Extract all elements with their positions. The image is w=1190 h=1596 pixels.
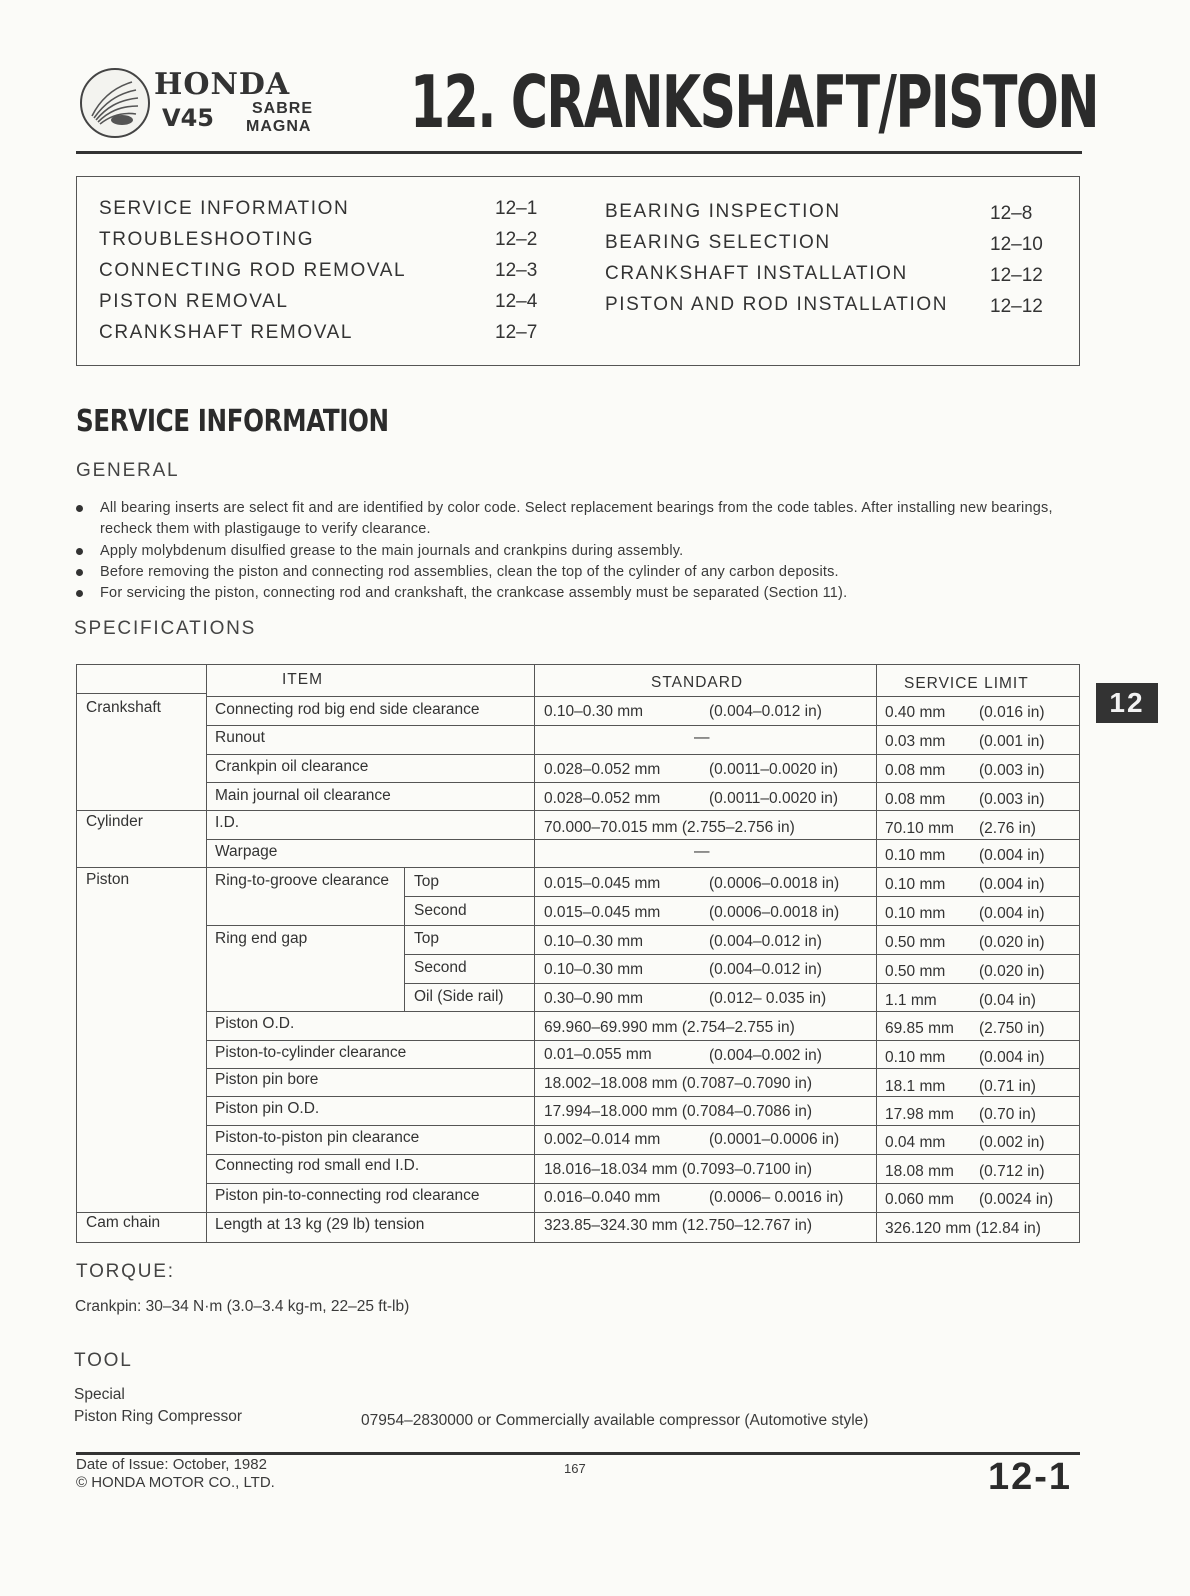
- bullet-text: Before removing the piston and connecting rod assemblies, clean the top of the cylinder of any carbon deposits.: [100, 564, 839, 580]
- toc-page: 12–2: [495, 229, 538, 250]
- row-limit-mm: 0.10 mm: [885, 847, 946, 864]
- bullet-text: Apply molybdenum disulfied grease to the main journals and crankpins during assembly.: [100, 543, 684, 559]
- row-sub: Second: [414, 902, 467, 919]
- book-page-number: 167: [564, 1461, 586, 1476]
- row-limit-in: (0.004 in): [979, 847, 1045, 864]
- bullet-text: All bearing inserts are select fit and are identified by color code. Select replacement bearings from the code tables. After installing new bearings, recheck them with plastigauge to verify clearance.: [100, 500, 1053, 537]
- row-std-mm: 0.015–0.045 mm: [544, 875, 661, 892]
- specifications-table: [76, 664, 1080, 1244]
- row-item: Connecting rod small end I.D.: [215, 1157, 420, 1174]
- tool-part-number: 07954–2830000 or Commercially available compressor (Automotive style): [361, 1412, 869, 1429]
- variant-magna: MAGNA: [246, 118, 312, 135]
- toc-page: 12–7: [495, 322, 538, 343]
- row-std-mm: 70.000–70.015 mm (2.755–2.756 in): [544, 819, 795, 836]
- toc-page: 12–10: [990, 234, 1043, 255]
- row-std-mm: 0.016–0.040 mm: [544, 1189, 661, 1206]
- list-item: [76, 541, 1066, 562]
- model-name: V45: [162, 104, 214, 132]
- row-std-mm: 0.10–0.30 mm: [544, 933, 644, 950]
- row-std-mm: 0.028–0.052 mm: [544, 790, 661, 807]
- chapter-title: 12. CRANKSHAFT/PISTON: [410, 60, 1098, 144]
- row-std-mm: —: [694, 729, 710, 746]
- row-std-in: (0.0011–0.0020 in): [709, 761, 838, 778]
- row-limit-mm: 70.10 mm: [885, 820, 954, 837]
- row-sub: Oil (Side rail): [414, 988, 504, 1005]
- row-limit-in: (0.004 in): [979, 876, 1045, 893]
- row-limit-in: (0.016 in): [979, 704, 1045, 721]
- section-title: SERVICE INFORMATION: [76, 404, 389, 439]
- row-limit-in: (0.020 in): [979, 934, 1045, 951]
- row-limit-mm: 0.40 mm: [885, 704, 946, 721]
- row-item: Length at 13 kg (29 lb) tension: [215, 1216, 425, 1233]
- row-item: Piston-to-piston pin clearance: [215, 1129, 420, 1146]
- toc-item: PISTON REMOVAL: [99, 291, 289, 312]
- toc-item: CRANKSHAFT REMOVAL: [99, 322, 354, 343]
- header-standard: STANDARD: [651, 674, 744, 691]
- row-std-mm: 0.10–0.30 mm: [544, 703, 644, 720]
- header-item: ITEM: [282, 671, 324, 688]
- row-limit-mm: 0.50 mm: [885, 934, 946, 951]
- tool-category: Special: [74, 1386, 125, 1403]
- group-piston: Piston: [86, 871, 130, 888]
- brand-name: HONDA: [154, 67, 291, 102]
- row-std-in: (0.0006–0.0018 in): [709, 875, 840, 892]
- torque-text: Crankpin: 30–34 N·m (3.0–3.4 kg-m, 22–25 ft-lb): [75, 1298, 410, 1315]
- toc-page: 12–8: [990, 203, 1033, 224]
- toc-item: CONNECTING ROD REMOVAL: [99, 260, 407, 281]
- row-limit-mm: 0.060 mm: [885, 1191, 954, 1208]
- row-limit-mm: 69.85 mm: [885, 1020, 954, 1037]
- row-limit-mm: 0.10 mm: [885, 905, 946, 922]
- row-item: Piston pin bore: [215, 1071, 319, 1088]
- row-item: Connecting rod big end side clearance: [215, 701, 480, 718]
- footer-rule: [76, 1452, 1080, 1455]
- toc-page: 12–1: [495, 198, 538, 219]
- row-limit-mm: 0.04 mm: [885, 1134, 946, 1151]
- tool-heading: TOOL: [74, 1350, 133, 1371]
- group-cylinder: Cylinder: [86, 813, 143, 830]
- group-cam-chain: Cam chain: [86, 1214, 161, 1231]
- row-limit-mm: 18.08 mm: [885, 1163, 954, 1180]
- row-std-mm: 323.85–324.30 mm (12.750–12.767 in): [544, 1217, 813, 1234]
- row-limit-mm: 0.10 mm: [885, 876, 946, 893]
- toc-page: 12–4: [495, 291, 538, 312]
- row-limit-in: (0.04 in): [979, 992, 1036, 1009]
- group-crankshaft: Crankshaft: [86, 699, 161, 716]
- row-limit-in: (0.002 in): [979, 1134, 1045, 1151]
- row-std-in: (0.0001–0.0006 in): [709, 1131, 840, 1148]
- toc-page: 12–12: [990, 265, 1043, 286]
- row-limit-in: (0.70 in): [979, 1106, 1036, 1123]
- row-item: Main journal oil clearance: [215, 787, 391, 804]
- row-limit-in: (0.712 in): [979, 1163, 1045, 1180]
- row-std-mm: 18.002–18.008 mm (0.7087–0.7090 in): [544, 1075, 813, 1092]
- row-item: Piston O.D.: [215, 1015, 295, 1032]
- toc-page: 12–3: [495, 260, 538, 281]
- copyright: © HONDA MOTOR CO., LTD.: [76, 1474, 275, 1491]
- row-limit-mm: 0.08 mm: [885, 762, 946, 779]
- bullet-dot-icon: [76, 590, 83, 597]
- list-item: [76, 498, 1066, 540]
- row-std-in: (0.0011–0.0020 in): [709, 790, 838, 807]
- row-std-mm: —: [694, 843, 710, 860]
- row-item: Piston pin O.D.: [215, 1100, 320, 1117]
- header-rule: [76, 151, 1082, 154]
- toc-item: SERVICE INFORMATION: [99, 198, 350, 219]
- row-limit-in: (0.003 in): [979, 762, 1045, 779]
- general-heading: GENERAL: [76, 460, 180, 481]
- row-item: Crankpin oil clearance: [215, 758, 369, 775]
- wing-emblem-icon: [80, 68, 150, 138]
- row-std-mm: 18.016–18.034 mm (0.7093–0.7100 in): [544, 1161, 813, 1178]
- specifications-heading: SPECIFICATIONS: [74, 618, 257, 639]
- chapter-tab: 12: [1096, 683, 1158, 723]
- bullet-text: For servicing the piston, connecting rod and crankshaft, the crankcase assembly must be separated (Section 11).: [100, 585, 848, 601]
- toc-item: PISTON AND ROD INSTALLATION: [605, 294, 949, 315]
- page-code: 12-1: [988, 1456, 1073, 1498]
- toc-item: TROUBLESHOOTING: [99, 229, 315, 250]
- variant-sabre: SABRE: [252, 100, 314, 117]
- row-std-mm: 0.002–0.014 mm: [544, 1131, 661, 1148]
- row-std-mm: 0.30–0.90 mm: [544, 990, 644, 1007]
- toc-item: CRANKSHAFT INSTALLATION: [605, 263, 908, 284]
- row-limit-mm: 0.50 mm: [885, 963, 946, 980]
- row-std-in: (0.004–0.012 in): [709, 703, 822, 720]
- row-sub: Top: [414, 873, 439, 890]
- row-std-in: (0.0006–0.0018 in): [709, 904, 840, 921]
- honda-logo: [80, 66, 342, 140]
- row-item: Warpage: [215, 843, 278, 860]
- row-std-mm: 17.994–18.000 mm (0.7084–0.7086 in): [544, 1103, 813, 1120]
- row-std-mm: 69.960–69.990 mm (2.754–2.755 in): [544, 1019, 795, 1036]
- toc-item: BEARING INSPECTION: [605, 201, 841, 222]
- bullet-dot-icon: [76, 548, 83, 555]
- row-limit-in: (0.001 in): [979, 733, 1045, 750]
- row-std-mm: 0.01–0.055 mm: [544, 1046, 652, 1063]
- row-sub: Top: [414, 930, 439, 947]
- list-item: [76, 583, 1066, 604]
- row-limit-in: (0.0024 in): [979, 1191, 1054, 1208]
- row-std-in: (0.004–0.002 in): [709, 1047, 822, 1064]
- row-limit-mm: 0.10 mm: [885, 1049, 946, 1066]
- bullet-dot-icon: [76, 505, 83, 512]
- row-std-in: (0.004–0.012 in): [709, 933, 822, 950]
- row-limit-mm: 1.1 mm: [885, 992, 937, 1009]
- row-limit-mm: 17.98 mm: [885, 1106, 954, 1123]
- sub-item-ring-to-groove: Ring-to-groove clearance: [215, 872, 390, 889]
- row-limit-mm: 0.03 mm: [885, 733, 946, 750]
- row-std-mm: 0.015–0.045 mm: [544, 904, 661, 921]
- row-item: Piston-to-cylinder clearance: [215, 1044, 407, 1061]
- row-limit-in: (0.020 in): [979, 963, 1045, 980]
- row-limit-in: (0.004 in): [979, 1049, 1045, 1066]
- toc-item: BEARING SELECTION: [605, 232, 831, 253]
- table-of-contents: [76, 176, 1080, 366]
- issue-date: Date of Issue: October, 1982: [76, 1456, 267, 1473]
- row-limit-mm: 18.1 mm: [885, 1078, 946, 1095]
- row-limit-mm: 326.120 mm (12.84 in): [885, 1220, 1041, 1237]
- row-std-in: (0.012– 0.035 in): [709, 990, 827, 1007]
- sub-item-ring-end-gap: Ring end gap: [215, 930, 308, 947]
- row-item: Piston pin-to-connecting rod clearance: [215, 1187, 480, 1204]
- row-std-in: (0.0006– 0.0016 in): [709, 1189, 844, 1206]
- header-service-limit: SERVICE LIMIT: [904, 675, 1029, 692]
- row-limit-in: (0.003 in): [979, 791, 1045, 808]
- list-item: [76, 562, 1066, 583]
- toc-page: 12–12: [990, 296, 1043, 317]
- row-std-mm: 0.10–0.30 mm: [544, 961, 644, 978]
- bullet-dot-icon: [76, 569, 83, 576]
- row-limit-in: (2.750 in): [979, 1020, 1045, 1037]
- row-limit-in: (0.71 in): [979, 1078, 1036, 1095]
- row-std-mm: 0.028–0.052 mm: [544, 761, 661, 778]
- torque-heading: TORQUE:: [76, 1261, 175, 1282]
- row-limit-in: (2.76 in): [979, 820, 1036, 837]
- row-sub: Second: [414, 959, 467, 976]
- row-item: Runout: [215, 729, 265, 746]
- row-std-in: (0.004–0.012 in): [709, 961, 822, 978]
- row-item: I.D.: [215, 814, 240, 831]
- row-limit-mm: 0.08 mm: [885, 791, 946, 808]
- tool-name: Piston Ring Compressor: [74, 1408, 242, 1425]
- row-limit-in: (0.004 in): [979, 905, 1045, 922]
